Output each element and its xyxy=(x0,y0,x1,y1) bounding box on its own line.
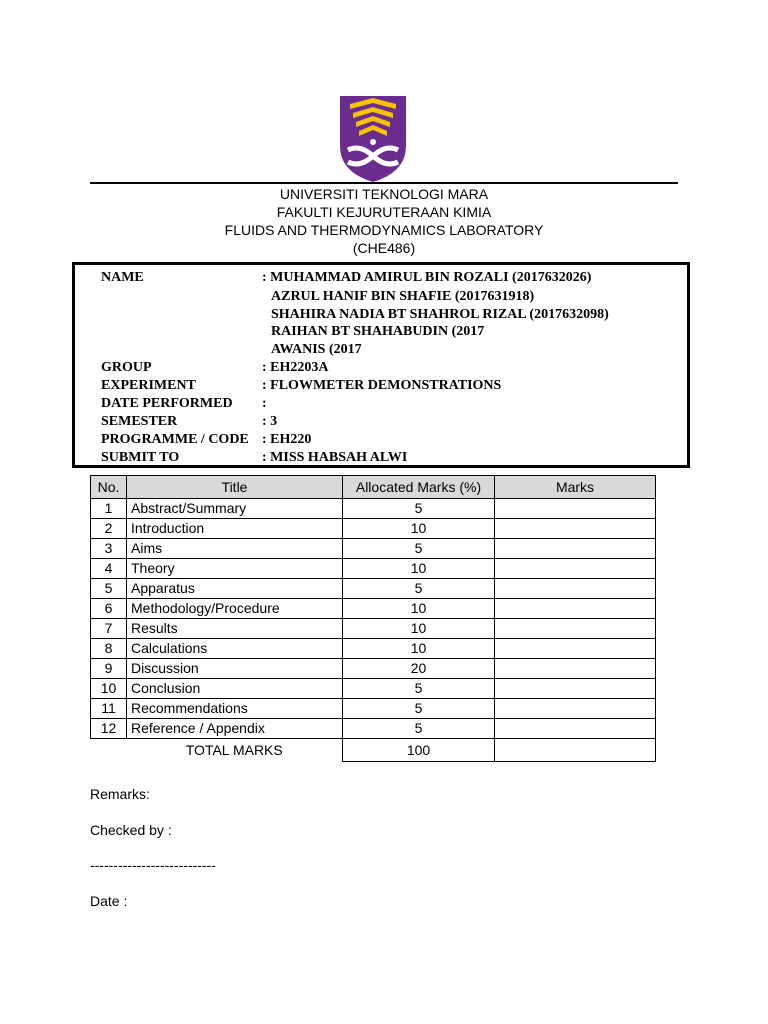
info-row-name-4 xyxy=(75,323,687,341)
name-value-5: AWANIS (2017 xyxy=(271,342,362,357)
name-value-4: RAIHAN BT SHAHABUDIN (2017 xyxy=(271,324,485,339)
row-title: Introduction xyxy=(127,519,343,539)
semester-value: : 3 xyxy=(262,414,278,429)
row-no: 4 xyxy=(91,559,127,579)
row-title: Methodology/Procedure xyxy=(127,599,343,619)
row-title: Theory xyxy=(127,559,343,579)
signature-line: --------------------------- xyxy=(90,857,216,873)
row-no: 1 xyxy=(91,499,127,519)
info-row-experiment xyxy=(75,377,687,395)
row-title: Calculations xyxy=(127,639,343,659)
row-title: Conclusion xyxy=(127,679,343,699)
table-row xyxy=(91,539,656,559)
date-label: Date : xyxy=(90,893,128,909)
total-marks-value: 100 xyxy=(343,739,495,762)
row-no: 3 xyxy=(91,539,127,559)
total-marks-cell[interactable] xyxy=(495,739,656,762)
row-allocated: 10 xyxy=(343,599,495,619)
row-allocated: 5 xyxy=(343,679,495,699)
laboratory-name: FLUIDS AND THERMODYNAMICS LABORATORY xyxy=(224,222,544,238)
total-spacer xyxy=(91,739,127,762)
row-allocated: 5 xyxy=(343,699,495,719)
row-allocated: 10 xyxy=(343,559,495,579)
row-title: Apparatus xyxy=(127,579,343,599)
row-marks-cell[interactable] xyxy=(495,719,656,739)
document-header xyxy=(90,185,678,257)
row-marks-cell[interactable] xyxy=(495,699,656,719)
info-row-programme xyxy=(75,431,687,449)
row-title: Reference / Appendix xyxy=(127,719,343,739)
info-row-name-5 xyxy=(75,341,687,359)
info-row-group xyxy=(75,359,687,377)
row-no: 12 xyxy=(91,719,127,739)
row-marks-cell[interactable] xyxy=(495,559,656,579)
row-marks-cell[interactable] xyxy=(495,639,656,659)
university-logo xyxy=(338,94,408,184)
date-performed-value: : xyxy=(262,396,267,411)
info-row-date xyxy=(75,395,687,413)
row-marks-cell[interactable] xyxy=(495,579,656,599)
marks-table xyxy=(90,475,656,762)
row-allocated: 10 xyxy=(343,519,495,539)
row-allocated: 5 xyxy=(343,499,495,519)
total-row xyxy=(91,739,656,762)
table-row xyxy=(91,579,656,599)
course-code: (CHE486) xyxy=(352,240,416,256)
info-row-name-2 xyxy=(75,288,687,306)
table-row xyxy=(91,719,656,739)
row-no: 11 xyxy=(91,699,127,719)
row-title: Results xyxy=(127,619,343,639)
column-header-marks: Marks xyxy=(495,476,656,499)
row-no: 5 xyxy=(91,579,127,599)
table-row xyxy=(91,499,656,519)
row-no: 8 xyxy=(91,639,127,659)
row-no: 7 xyxy=(91,619,127,639)
table-row xyxy=(91,599,656,619)
row-title: Abstract/Summary xyxy=(127,499,343,519)
row-marks-cell[interactable] xyxy=(495,519,656,539)
row-marks-cell[interactable] xyxy=(495,619,656,639)
info-row-name-3 xyxy=(75,306,687,324)
row-allocated: 5 xyxy=(343,539,495,559)
remarks-label: Remarks: xyxy=(90,786,150,802)
table-row xyxy=(91,619,656,639)
column-header-no: No. xyxy=(91,476,127,499)
row-allocated: 20 xyxy=(343,659,495,679)
faculty-name: FAKULTI KEJURUTERAAN KIMIA xyxy=(276,204,492,220)
row-allocated: 5 xyxy=(343,719,495,739)
row-marks-cell[interactable] xyxy=(495,539,656,559)
table-header-row xyxy=(91,476,656,499)
table-row xyxy=(91,659,656,679)
table-row xyxy=(91,699,656,719)
info-row-name xyxy=(75,269,687,287)
row-title: Aims xyxy=(127,539,343,559)
row-allocated: 10 xyxy=(343,619,495,639)
university-name: UNIVERSITI TEKNOLOGI MARA xyxy=(279,186,489,202)
submit-to-label: SUBMIT TO xyxy=(101,450,180,465)
programme-label: PROGRAMME / CODE xyxy=(101,432,249,447)
table-row xyxy=(91,679,656,699)
row-marks-cell[interactable] xyxy=(495,599,656,619)
row-no: 2 xyxy=(91,519,127,539)
experiment-value: : FLOWMETER DEMONSTRATIONS xyxy=(262,378,502,393)
row-allocated: 5 xyxy=(343,579,495,599)
group-value: : EH2203A xyxy=(262,360,329,375)
programme-value: : EH220 xyxy=(262,432,312,447)
total-marks-label: TOTAL MARKS xyxy=(185,741,283,758)
table-body xyxy=(91,499,656,762)
info-row-submit xyxy=(75,449,687,467)
row-title: Recommendations xyxy=(127,699,343,719)
checked-by-label: Checked by : xyxy=(90,822,172,838)
row-marks-cell[interactable] xyxy=(495,499,656,519)
row-no: 9 xyxy=(91,659,127,679)
name-value-3: SHAHIRA NADIA BT SHAHROL RIZAL (2017632098) xyxy=(271,307,609,322)
table-row xyxy=(91,559,656,579)
header-divider xyxy=(90,182,678,184)
experiment-label: EXPERIMENT xyxy=(101,378,196,393)
table-row xyxy=(91,519,656,539)
row-no: 10 xyxy=(91,679,127,699)
table-row xyxy=(91,639,656,659)
row-title: Discussion xyxy=(127,659,343,679)
name-value-1: : MUHAMMAD AMIRUL BIN ROZALI (2017632026) xyxy=(262,270,592,285)
date-performed-label: DATE PERFORMED xyxy=(101,396,233,411)
info-row-semester xyxy=(75,413,687,431)
name-label: NAME xyxy=(101,270,144,285)
group-label: GROUP xyxy=(101,360,152,375)
row-no: 6 xyxy=(91,599,127,619)
name-value-2: AZRUL HANIF BIN SHAFIE (2017631918) xyxy=(271,289,535,304)
row-marks-cell[interactable] xyxy=(495,679,656,699)
row-allocated: 10 xyxy=(343,639,495,659)
row-marks-cell[interactable] xyxy=(495,659,656,679)
submit-to-value: : MISS HABSAH ALWI xyxy=(262,450,408,465)
semester-label: SEMESTER xyxy=(101,414,178,429)
column-header-title: Title xyxy=(127,476,343,499)
student-info-box xyxy=(72,262,690,468)
column-header-allocated: Allocated Marks (%) xyxy=(343,476,495,499)
